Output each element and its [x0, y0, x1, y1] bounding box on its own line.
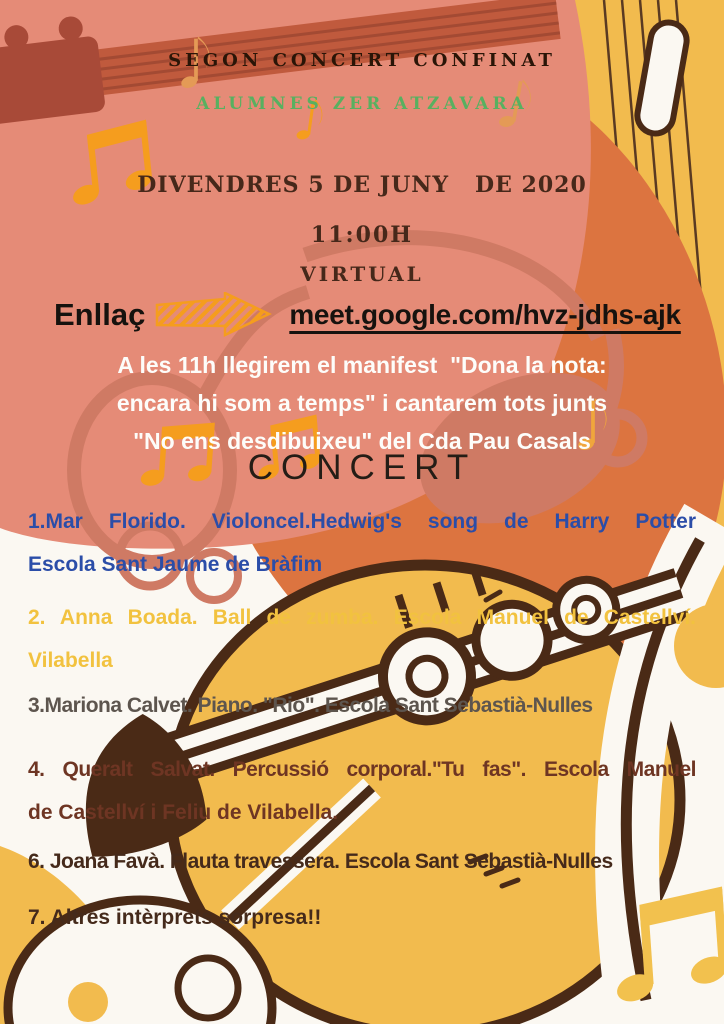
program-item-line: de Castellví i Feliu de Vilabella. [28, 801, 339, 824]
program-item-line: 6. Joana Favà. Flauta travessera. Escola Sant Sebastià-Nulles [28, 850, 613, 873]
link-label: Enllaç [54, 297, 146, 332]
event-time: 11:00H [310, 222, 414, 248]
program-item-line: 7. Altres intèrprets sorpresa!! [28, 906, 322, 929]
program-item-line: Vilabella [28, 649, 113, 672]
program-item-line: 4. Queralt Salvat. Percussió corporal."Tu fas". Escola Manuel [28, 758, 696, 781]
program-item-3 [28, 684, 696, 727]
manifest-text [0, 346, 724, 460]
event-date: DIVENDRES 5 DE JUNY DE 2020 [137, 172, 587, 198]
manifest-line-3: "No ens desdibuixeu" del Cda Pau Casals [133, 428, 591, 454]
event-mode: VIRTUAL [300, 262, 424, 286]
program-item-line: 3.Mariona Calvet. Piano. "Rio". Escola Sant Sebastià-Nulles [28, 694, 593, 717]
poster-subtitle: ALUMNES ZER ATZAVARA [196, 94, 528, 114]
meeting-url-link[interactable]: meet.google.com/hvz-jdhs-ajk [289, 299, 681, 330]
manifest-line-1: A les 11h llegirem el manifest "Dona la nota: [117, 352, 607, 378]
program-item-4 [28, 748, 696, 834]
poster-title: SEGON CONCERT CONFINAT [168, 50, 556, 71]
program-item-line: Escola Sant Jaume de Bràfim [28, 553, 323, 576]
program-item-7 [28, 896, 696, 939]
concert-heading: CONCERT [247, 448, 477, 487]
program-item-2 [28, 596, 696, 682]
program-item-1 [28, 500, 696, 586]
program-item-6 [28, 840, 696, 883]
manifest-line-2: encara hi som a temps" i cantarem tots junts [116, 390, 608, 416]
program-item-line: 1.Mar Florido. Violoncel.Hedwig's song de Harry Potter [28, 510, 696, 533]
arrow-right-icon [155, 292, 273, 338]
program-item-line: 2. Anna Boada. Ball de zumba. Escola Manuel de Castellví. [28, 606, 696, 629]
meeting-link-row [54, 292, 716, 338]
